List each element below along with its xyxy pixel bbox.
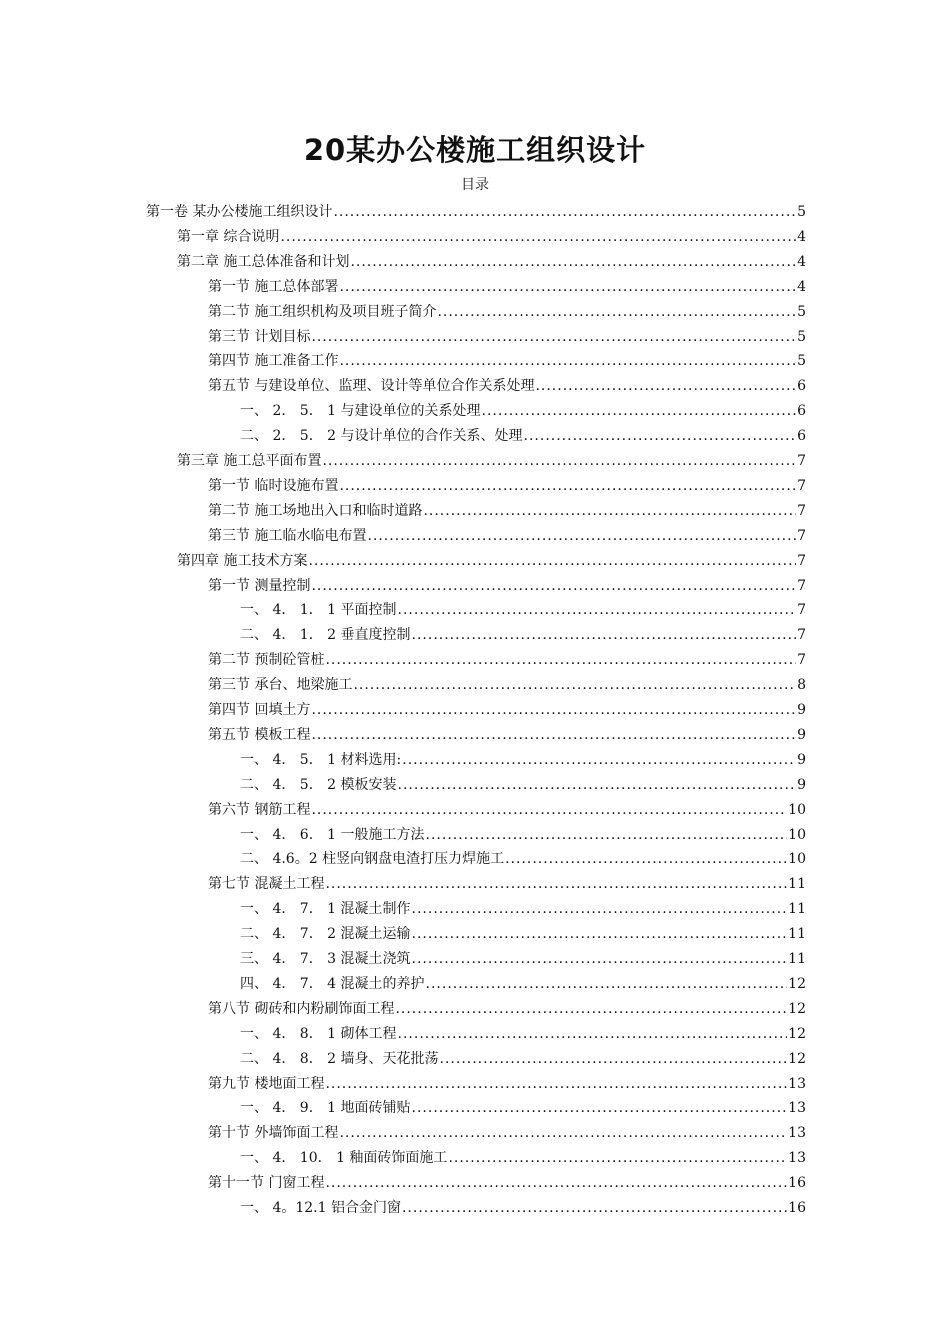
toc-entry[interactable] xyxy=(240,1096,806,1121)
toc-entry[interactable] xyxy=(208,1121,806,1146)
toc-leader-dots xyxy=(325,1072,787,1097)
toc-entry-label: 第三章 施工总平面布置 xyxy=(177,453,322,469)
toc-leader-dots xyxy=(437,300,796,325)
toc-entry-label: 一、 4． 10． 1 釉面砖饰面施工 xyxy=(240,1150,448,1167)
toc-heading: 目录 xyxy=(461,177,489,193)
toc-leader-dots xyxy=(402,748,796,773)
toc-entry-page-number: 7 xyxy=(797,527,806,544)
toc-entry-page-number: 6 xyxy=(797,378,806,395)
toc-entry-page-number: 12 xyxy=(788,1000,806,1017)
toc-leader-dots xyxy=(339,1121,787,1146)
toc-leader-dots xyxy=(402,1196,787,1221)
toc-entry-label: 一、 4． 7． 1 混凝土制作 xyxy=(240,901,411,918)
toc-entry[interactable] xyxy=(240,847,806,872)
toc-entry[interactable] xyxy=(240,823,806,848)
toc-entry[interactable] xyxy=(240,1047,806,1072)
toc-entry-label: 第二节 施工场地出入口和临时道路 xyxy=(208,502,423,519)
toc-entry-page-number: 7 xyxy=(797,502,806,519)
toc-entry-label: 第五节 模板工程 xyxy=(208,726,311,743)
toc-entry-page-number: 12 xyxy=(788,1050,806,1067)
toc-leader-dots xyxy=(311,723,796,748)
toc-entry[interactable] xyxy=(177,449,806,474)
toc-entry-label: 第四节 施工准备工作 xyxy=(208,353,339,370)
toc-entry[interactable] xyxy=(240,623,806,648)
toc-entry-label: 二、 2． 5． 2 与设计单位的合作关系、处理 xyxy=(240,428,523,445)
toc-entry-page-number: 7 xyxy=(797,652,806,669)
toc-entry-label: 一、 4． 8． 1 砌体工程 xyxy=(240,1025,397,1042)
toc-leader-dots xyxy=(398,598,797,623)
toc-entry[interactable] xyxy=(240,598,806,623)
toc-leader-dots xyxy=(505,847,787,872)
toc-entry[interactable] xyxy=(240,424,806,449)
toc-entry-page-number: 6 xyxy=(797,428,806,445)
toc-entry-page-number: 10 xyxy=(788,801,806,818)
toc-entry-label: 第三节 施工临水临电布置 xyxy=(208,527,367,544)
toc-entry-page-number: 10 xyxy=(788,851,806,868)
toc-entry-label: 第二章 施工总体准备和计划 xyxy=(177,253,350,270)
toc-entry-page-number: 7 xyxy=(797,602,806,619)
toc-entry-page-number: 11 xyxy=(788,901,806,918)
toc-leader-dots xyxy=(311,798,787,823)
toc-entry[interactable] xyxy=(240,1022,806,1047)
toc-entry-page-number: 10 xyxy=(788,826,806,843)
toc-entry-label: 第四章 施工技术方案 xyxy=(177,552,308,569)
toc-entry[interactable] xyxy=(208,374,806,399)
toc-entry-page-number: 9 xyxy=(797,726,806,743)
toc-entry-label: 第八节 砌砖和内粉刷饰面工程 xyxy=(208,1000,395,1017)
toc-entry[interactable] xyxy=(208,275,806,300)
toc-leader-dots xyxy=(325,1171,787,1196)
toc-entry-page-number: 7 xyxy=(797,627,806,644)
toc-entry-page-number: 7 xyxy=(797,577,806,594)
toc-entry-label: 一、 4． 5． 1 材料选用: xyxy=(240,751,402,768)
toc-entry-page-number: 12 xyxy=(788,1025,806,1042)
toc-leader-dots xyxy=(412,623,797,648)
toc-entry[interactable] xyxy=(208,698,806,723)
toc-leader-dots xyxy=(353,673,796,698)
toc-entry-label: 二、 4． 5． 2 模板安装 xyxy=(240,776,397,793)
toc-entry-page-number: 7 xyxy=(797,453,806,469)
toc-leader-dots xyxy=(322,449,796,474)
toc-entry-label: 第一节 施工总体部署 xyxy=(208,278,339,295)
toc-entry[interactable] xyxy=(208,499,806,524)
toc-leader-dots xyxy=(448,1146,787,1171)
toc-entry[interactable] xyxy=(208,300,806,325)
toc-entry[interactable] xyxy=(240,773,806,798)
toc-entry-label: 第三节 计划目标 xyxy=(208,328,311,345)
toc-entry[interactable] xyxy=(208,673,806,698)
toc-entry-label: 第三节 承台、地梁施工 xyxy=(208,677,353,694)
toc-leader-dots xyxy=(339,474,796,499)
toc-entry-label: 第二节 施工组织机构及项目班子简介 xyxy=(208,303,437,320)
toc-entry[interactable] xyxy=(177,225,806,250)
toc-entry[interactable] xyxy=(208,1171,806,1196)
toc-leader-dots xyxy=(367,524,796,549)
toc-entry-label: 第二节 预制砼管桩 xyxy=(208,652,325,669)
toc-entry-label: 二、 4． 8． 2 墙身、天花批荡 xyxy=(240,1050,439,1067)
toc-entry[interactable] xyxy=(240,897,806,922)
toc-entry[interactable] xyxy=(208,648,806,673)
toc-entry-label: 二、 4.6。2 柱竖向钢盘电渣打压力焊施工 xyxy=(240,851,505,868)
document-title: 20某办公楼施工组织设计 xyxy=(303,133,647,167)
toc-leader-dots xyxy=(333,200,796,225)
toc-entry-label: 三、 4． 7． 3 混凝土浇筑 xyxy=(240,951,411,967)
toc-entry-page-number: 5 xyxy=(797,353,806,370)
toc-entry-label: 第一节 临时设施布置 xyxy=(208,477,339,494)
toc-entry-page-number: 7 xyxy=(797,477,806,494)
toc-leader-dots xyxy=(482,399,797,424)
toc-entry-page-number: 13 xyxy=(788,1075,806,1092)
toc-entry[interactable] xyxy=(208,723,806,748)
toc-entry-page-number: 13 xyxy=(788,1100,806,1117)
toc-entry-page-number: 8 xyxy=(797,677,806,694)
toc-leader-dots xyxy=(311,325,796,350)
toc-entry[interactable] xyxy=(240,399,806,424)
toc-entry-label: 第十一节 门窗工程 xyxy=(208,1175,325,1192)
toc-entry-label: 第十节 外墙饰面工程 xyxy=(208,1125,339,1142)
toc-entry-label: 第一卷 某办公楼施工组织设计 xyxy=(146,204,333,220)
toc-entry-label: 第七节 混凝土工程 xyxy=(208,876,325,893)
toc-entry[interactable] xyxy=(240,972,806,997)
toc-entry-page-number: 13 xyxy=(788,1150,806,1167)
toc-entry-page-number: 11 xyxy=(788,926,806,943)
toc-entry-page-number: 5 xyxy=(797,328,806,345)
toc-leader-dots xyxy=(398,1022,788,1047)
toc-leader-dots xyxy=(311,698,796,723)
toc-entry[interactable] xyxy=(240,947,806,972)
toc-entry[interactable] xyxy=(177,250,806,275)
toc-leader-dots xyxy=(440,1047,788,1072)
toc-leader-dots xyxy=(280,225,796,250)
toc-entry[interactable] xyxy=(240,1146,806,1171)
toc-leader-dots xyxy=(535,374,796,399)
toc-entry-label: 第一节 测量控制 xyxy=(208,577,311,594)
toc-entry-page-number: 4 xyxy=(797,253,806,270)
toc-entry[interactable] xyxy=(177,549,806,574)
toc-leader-dots xyxy=(350,250,796,275)
toc-leader-dots xyxy=(423,499,796,524)
toc-entry-page-number: 13 xyxy=(788,1125,806,1142)
toc-entry[interactable] xyxy=(208,997,806,1022)
toc-entry-label: 第一章 综合说明 xyxy=(177,228,280,245)
toc-entry[interactable] xyxy=(208,349,806,374)
toc-entry-page-number: 16 xyxy=(788,1200,806,1216)
toc-entry-page-number: 5 xyxy=(797,303,806,320)
toc-entry-label: 第五节 与建设单位、监理、设计等单位合作关系处理 xyxy=(208,378,535,395)
toc-entry-page-number: 12 xyxy=(788,975,806,992)
toc-entry-label: 第四节 回填土方 xyxy=(208,702,311,718)
toc-leader-dots xyxy=(311,574,796,599)
toc-entry-label: 一、 4。12.1 铝合金门窗 xyxy=(240,1200,401,1216)
toc-leader-dots xyxy=(426,823,788,848)
toc-entry[interactable] xyxy=(208,1072,806,1097)
toc-entry[interactable] xyxy=(240,1196,806,1221)
toc-entry-label: 四、 4． 7． 4 混凝土的养护 xyxy=(240,975,425,992)
toc-entry-label: 一、 4． 9． 1 地面砖铺贴 xyxy=(240,1100,411,1117)
toc-leader-dots xyxy=(412,897,788,922)
toc-entry-label: 二、 4． 1． 2 垂直度控制 xyxy=(240,627,411,644)
toc-entry[interactable] xyxy=(208,325,806,350)
toc-leader-dots xyxy=(325,872,787,897)
toc-entry[interactable] xyxy=(208,872,806,897)
toc-entry-page-number: 9 xyxy=(797,702,806,718)
toc-leader-dots xyxy=(339,349,796,374)
toc-entry[interactable] xyxy=(208,574,806,599)
toc-entry-label: 一、 4． 6． 1 一般施工方法 xyxy=(240,826,425,843)
toc-leader-dots xyxy=(325,648,796,673)
toc-entry-page-number: 7 xyxy=(797,552,806,569)
toc-entry[interactable] xyxy=(146,200,806,225)
toc-entry-label: 一、 4． 1． 1 平面控制 xyxy=(240,602,397,619)
toc-leader-dots xyxy=(398,773,797,798)
toc-leader-dots xyxy=(412,1096,788,1121)
toc-entry-label: 一、 2． 5． 1 与建设单位的关系处理 xyxy=(240,403,481,420)
toc-leader-dots xyxy=(308,549,796,574)
toc-entry[interactable] xyxy=(240,748,806,773)
toc-entry-page-number: 4 xyxy=(797,278,806,295)
toc-entry-page-number: 16 xyxy=(788,1175,806,1192)
toc-leader-dots xyxy=(412,947,788,972)
toc-entry-label: 二、 4． 7． 2 混凝土运输 xyxy=(240,926,411,943)
toc-leader-dots xyxy=(524,424,797,449)
toc-entry[interactable] xyxy=(208,474,806,499)
toc-entry-page-number: 9 xyxy=(797,751,806,768)
toc-leader-dots xyxy=(412,922,788,947)
toc-entry-page-number: 11 xyxy=(788,951,806,967)
toc-entry[interactable] xyxy=(240,922,806,947)
toc-entry-page-number: 4 xyxy=(797,228,806,245)
toc-leader-dots xyxy=(426,972,788,997)
toc-entry-page-number: 6 xyxy=(797,403,806,420)
toc-entry-label: 第六节 钢筋工程 xyxy=(208,801,311,818)
toc-leader-dots xyxy=(339,275,796,300)
toc-entry-page-number: 11 xyxy=(788,876,806,893)
toc-entry[interactable] xyxy=(208,524,806,549)
toc-entry-page-number: 9 xyxy=(797,776,806,793)
toc-entry[interactable] xyxy=(208,798,806,823)
toc-entry-label: 第九节 楼地面工程 xyxy=(208,1075,325,1092)
toc-entry-page-number: 5 xyxy=(797,204,806,220)
toc-leader-dots xyxy=(395,997,787,1022)
